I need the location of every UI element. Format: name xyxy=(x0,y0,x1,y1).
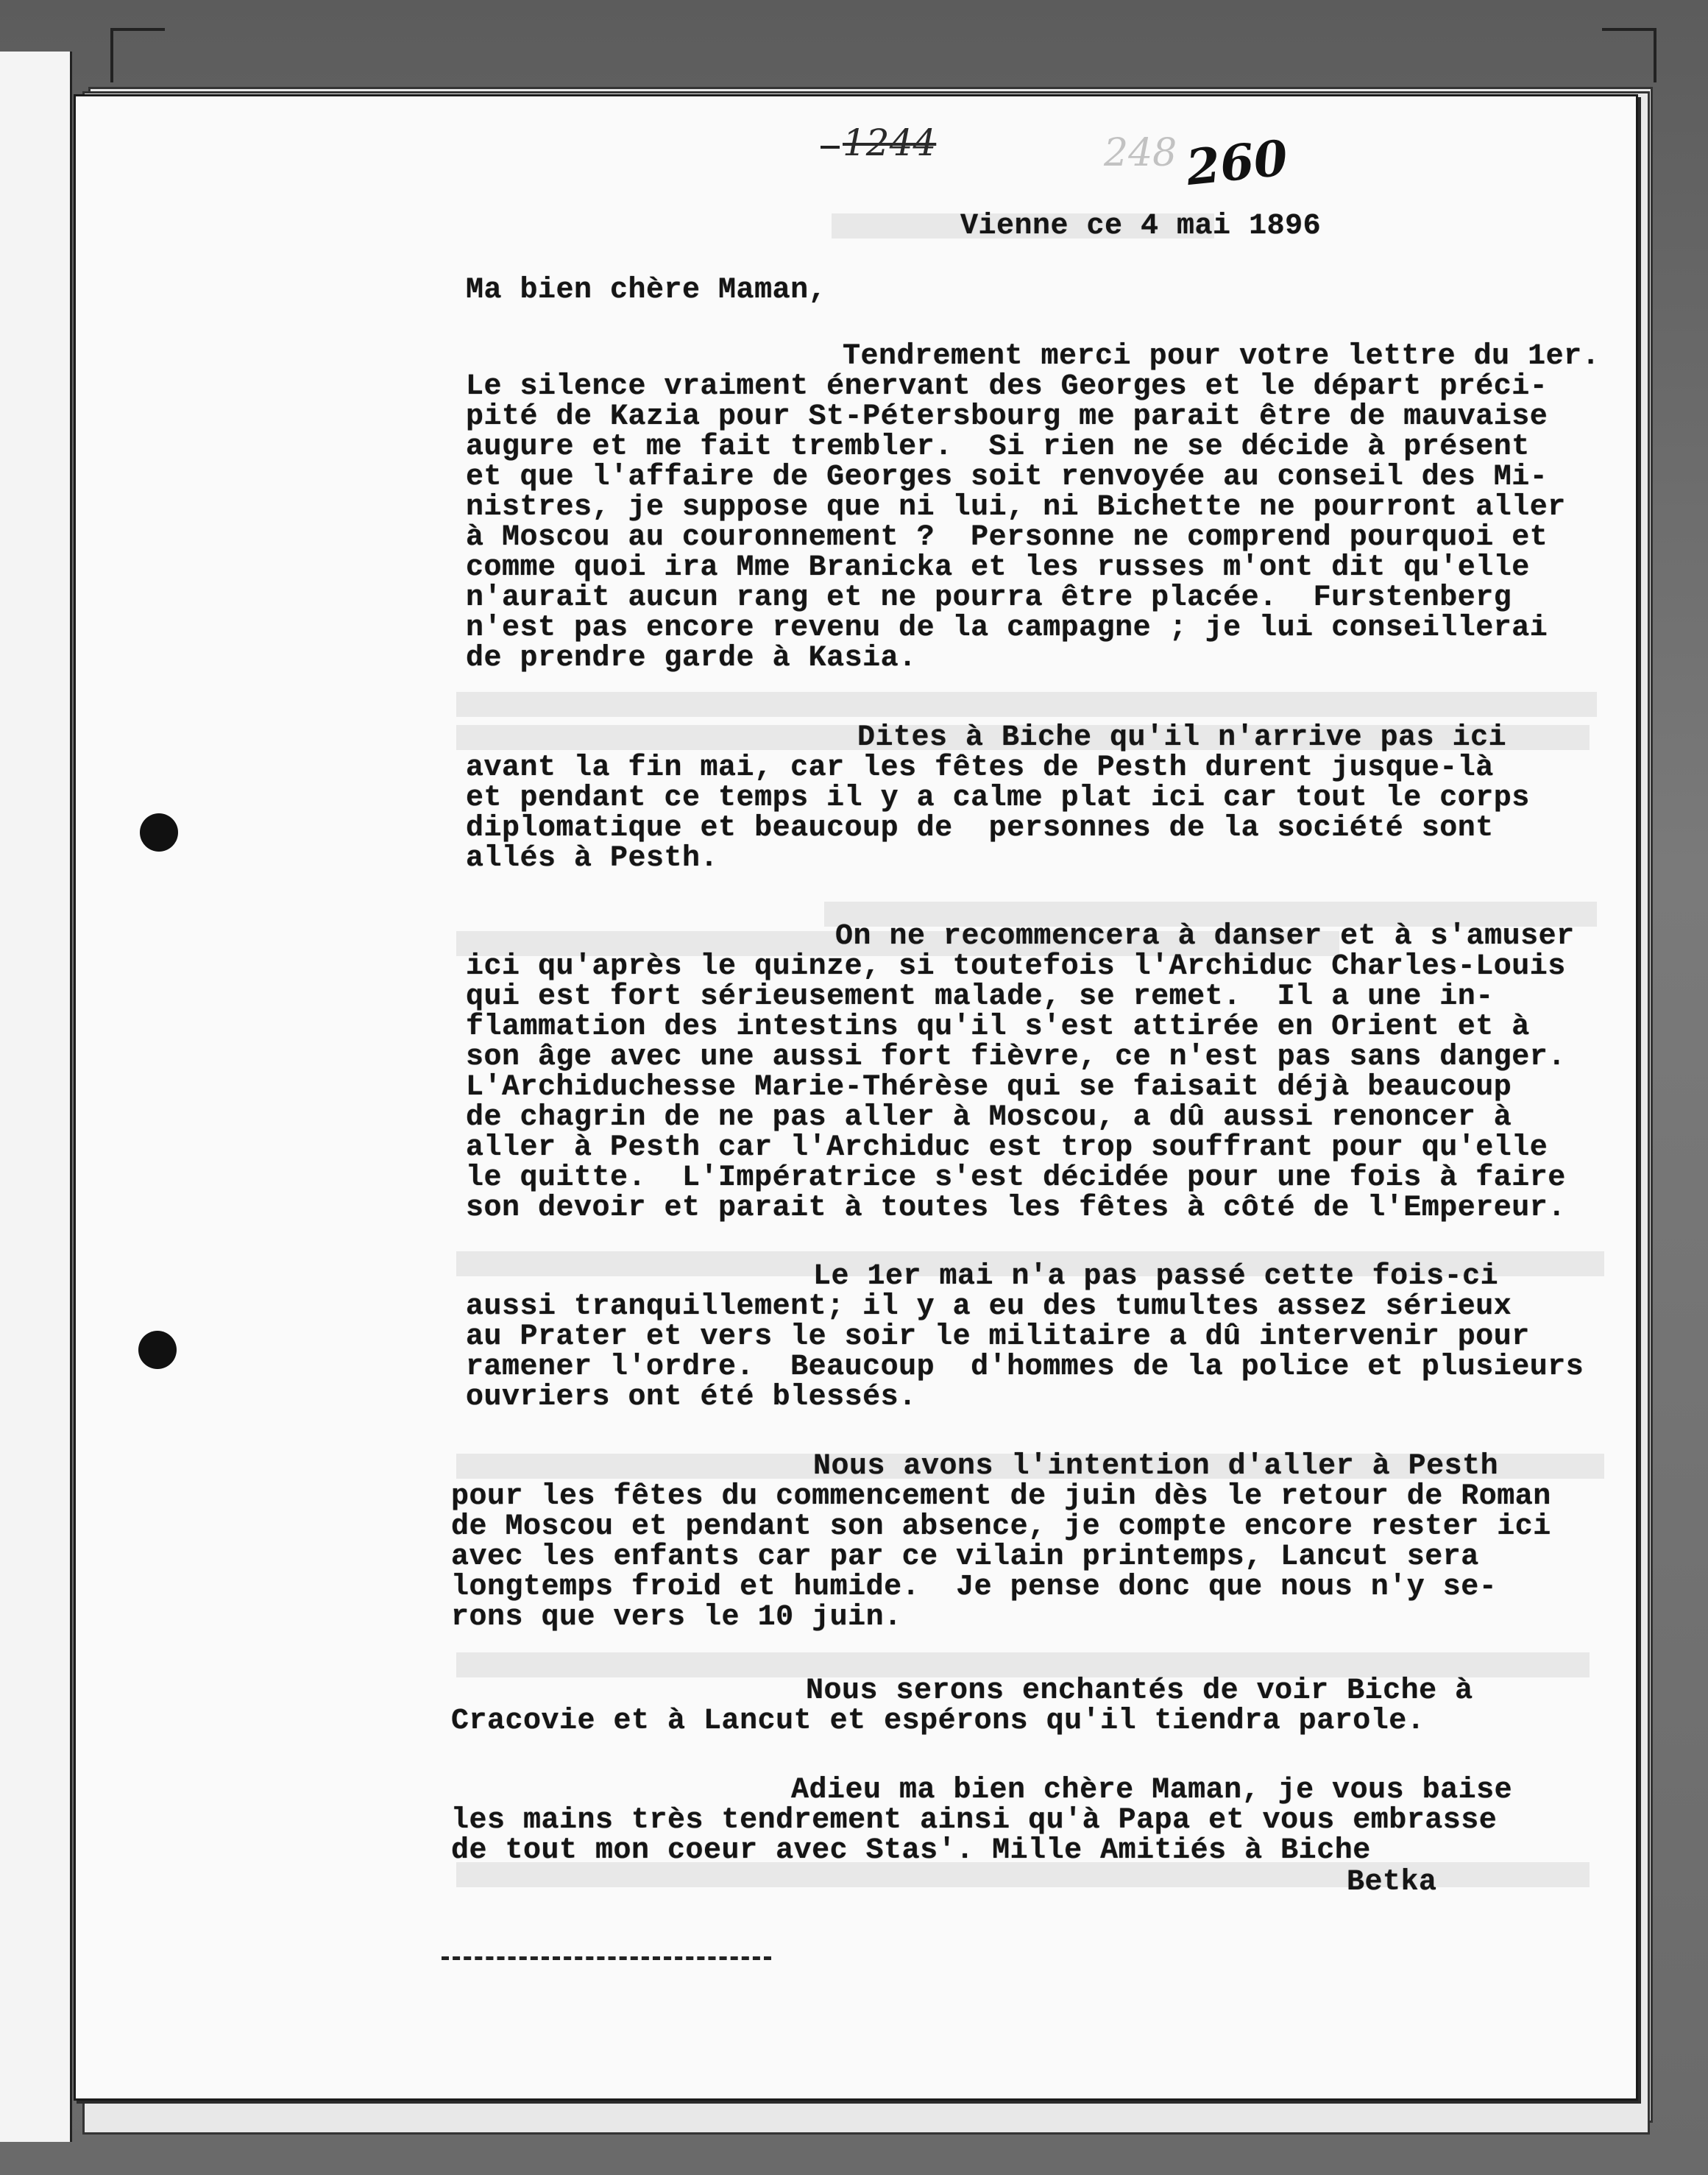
crop-mark-top-right xyxy=(1602,28,1656,82)
folio-faint-number: 248 xyxy=(1104,131,1177,175)
letter-line: Adieu ma bien chère Maman, je vous baise xyxy=(791,1774,1513,1807)
letter-line: ici qu'après le quinze, si toutefois l'Archiduc Charles-Louis xyxy=(466,950,1566,983)
letter-line: ouvriers ont été blessés. xyxy=(466,1381,917,1414)
letter-line: L'Archiduchesse Marie-Thérèse qui se faisait déjà beaucoup xyxy=(466,1071,1512,1104)
letter-line: ramener l'ordre. Beaucoup d'hommes de la police et plusieurs xyxy=(466,1351,1584,1384)
letter-line: nistres, je suppose que ni lui, ni Bichette ne pourront aller xyxy=(466,491,1566,524)
letter-line: le quitte. L'Impératrice s'est décidée pour une fois à faire xyxy=(466,1161,1566,1195)
letter-line: n'aurait aucun rang et ne pourra être placée. Furstenberg xyxy=(466,581,1512,615)
date-line: Vienne ce 4 mai 1896 xyxy=(960,210,1322,243)
letter-line: Tendrement merci pour votre lettre du 1er. xyxy=(843,340,1601,373)
letter-line: de tout mon coeur avec Stas'. Mille Amitiés à Biche xyxy=(451,1834,1371,1867)
letter-line: avec les enfants car par ce vilain printemps, Lancut sera xyxy=(451,1541,1479,1574)
letter-line: Nous avons l'intention d'aller à Pesth xyxy=(813,1450,1499,1483)
letter-line: à Moscou au couronnement ? Personne ne comprend pourquoi et xyxy=(466,521,1548,554)
binder-strip xyxy=(0,52,72,2142)
letter-line: pour les fêtes du commencement de juin dès le retour de Roman xyxy=(451,1480,1551,1513)
signature: Betka xyxy=(1347,1866,1437,1899)
letter-line: qui est fort sérieusement malade, se remet. Il a une in- xyxy=(466,980,1494,1014)
letter-line: son âge avec une aussi fort fièvre, ce n'est pas sans danger. xyxy=(466,1041,1566,1074)
letter-line: flammation des intestins qu'il s'est attirée en Orient et à xyxy=(466,1011,1530,1044)
salutation: Ma bien chère Maman, xyxy=(466,274,827,307)
folio-dash xyxy=(821,146,840,149)
letter-line: son devoir et parait à toutes les fêtes à côté de l'Empereur. xyxy=(466,1192,1566,1225)
letter-line: longtemps froid et humide. Je pense donc que nous n'y se- xyxy=(451,1571,1498,1604)
crop-mark-top-left xyxy=(110,28,165,82)
letter-line: rons que vers le 10 juin. xyxy=(451,1601,902,1634)
punch-hole xyxy=(138,1331,177,1369)
letter-line: n'est pas encore revenu de la campagne ; je lui conseillerai xyxy=(466,612,1548,645)
letter-line: et pendant ce temps il y a calme plat ici car tout le corps xyxy=(466,782,1530,815)
letter-line: pité de Kazia pour St-Pétersbourg me parait être de mauvaise xyxy=(466,400,1548,434)
letter-line: de chagrin de ne pas aller à Moscou, a dû aussi renoncer à xyxy=(466,1101,1512,1134)
letter-line: de Moscou et pendant son absence, je compte encore rester ici xyxy=(451,1510,1551,1543)
letter-line: comme quoi ira Mme Branicka et les russes m'ont dit qu'elle xyxy=(466,551,1530,584)
letter-line: On ne recommencera à danser et à s'amuser xyxy=(835,920,1575,953)
letter-line: Le 1er mai n'a pas passé cette fois-ci xyxy=(813,1260,1499,1293)
letter-line: avant la fin mai, car les fêtes de Pesth durent jusque-là xyxy=(466,751,1494,785)
letter-line: diplomatique et beaucoup de personnes de la société sont xyxy=(466,812,1494,845)
letter-line: aller à Pesth car l'Archiduc est trop souffrant pour qu'elle xyxy=(466,1131,1548,1164)
letter-line: de prendre garde à Kasia. xyxy=(466,642,917,675)
letter-line: et que l'affaire de Georges soit renvoyée au conseil des Mi- xyxy=(466,461,1548,494)
letter-line: au Prater et vers le soir le militaire a dû intervenir pour xyxy=(466,1320,1530,1354)
letter-line: allés à Pesth. xyxy=(466,842,719,875)
closing-rule xyxy=(442,1956,771,1960)
letter-line: Nous serons enchantés de voir Biche à xyxy=(806,1674,1473,1708)
letter-line: Cracovie et à Lancut et espérons qu'il tiendra parole. xyxy=(451,1705,1425,1738)
letter-line: aussi tranquillement; il y a eu des tumultes assez sérieux xyxy=(466,1290,1512,1323)
folio-struck-number: 1244 xyxy=(843,121,937,164)
letter-line: augure et me fait trembler. Si rien ne se décide à présent xyxy=(466,431,1530,464)
folio-current-number: 260 xyxy=(1183,129,1291,197)
letter-line: les mains très tendrement ainsi qu'à Papa et vous embrasse xyxy=(451,1804,1498,1837)
letter-line: Dites à Biche qu'il n'arrive pas ici xyxy=(857,721,1507,754)
letter-line: Le silence vraiment énervant des Georges et le départ préci- xyxy=(466,370,1548,403)
punch-hole xyxy=(140,813,178,852)
